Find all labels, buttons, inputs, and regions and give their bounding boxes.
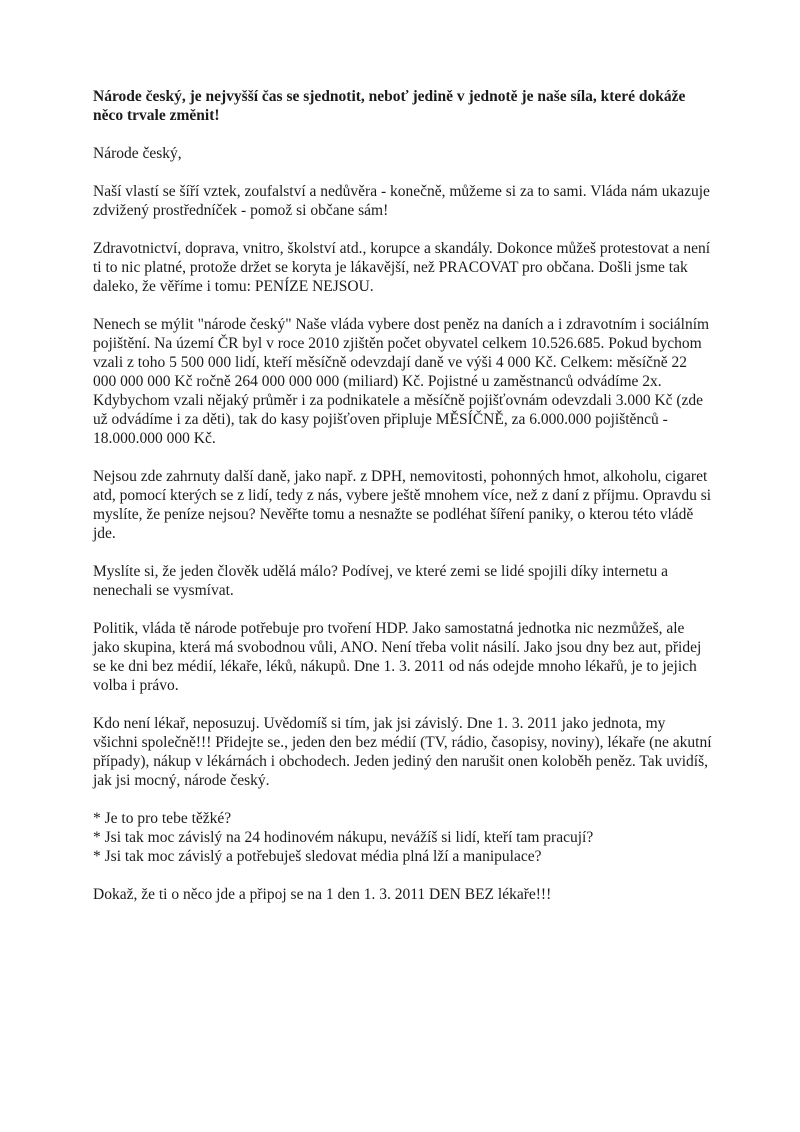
- paragraph: Myslíte si, že jeden člověk udělá málo? Podívej, ve které zemi se lidé spojili díky internetu a nenechali se vysmívat.: [93, 563, 669, 599]
- paragraph: Naší vlastí se šíří vztek, zoufalství a nedůvěra - konečně, můžeme si za to sami. Vláda nám ukazuje zdvižený prostředníček - pomož si občane sám!: [93, 183, 710, 219]
- paragraph: Nenech se mýlit "národe český" Naše vláda vybere dost peněz na daních a i zdravotním i sociálním pojištění. Na území ČR byl v roce 2010 zjištěn počet obyvatel celkem 10.526.685. Pokud bychom vzali z toho 5 500 000 lidí, kteří měsíčně odevzdají daně ve výši 4 000 Kč. Celkem: měsíčně 22 000 000 000 Kč ročně 264 000 000 000 (miliard) Kč. Pojistné u zaměstnanců odvádíme 2x. Kdybychom vzali nějaký průměr i za podnikatele a měsíčně pojišťovnám odevzdali 3.000 Kč (zde už odvádíme i za děti), tak do kasy pojišťoven připluje MĚSÍČNĚ, za 6.000.000 pojištěnců - 18.000.000 000 Kč.: [93, 316, 710, 447]
- paragraph: Kdo není lékař, neposuzuj. Uvědomíš si tím, jak jsi závislý. Dne 1. 3. 2011 jako jednota, my všichni společně!!! Přidejte se., jeden den bez médií (TV, rádio, časopisy, noviny), lékaře (ne akutní případy), nákup v lékárnách i obchodech. Jeden jediný den narušit onen koloběh peněz. Tak uvidíš, jak jsi mocný, národe český.: [93, 715, 712, 789]
- question-list: [93, 809, 713, 866]
- paragraph: Zdravotnictví, doprava, vnitro, školství atd., korupce a skandály. Dokonce můžeš protestovat a není ti to nic platné, protože držet se koryta je lákavější, než PRACOVAT pro občana. Došli jsme tak daleko, že věříme i tomu: PENÍZE NEJSOU.: [93, 240, 711, 295]
- paragraph: Nejsou zde zahrnuty další daně, jako např. z DPH, nemovitosti, pohonných hmot, alkoholu, cigaret atd, pomocí kterých se z lidí, tedy z nás, vybere ještě mnohem více, než z daní z příjmu. Opravdu si myslíte, že peníze nejsou? Nevěřte tomu a nesnažte se podléhat šíření paniky, o kterou této vládě jde.: [93, 468, 712, 542]
- document-heading: Národe český, je nejvyšší čas se sjednotit, neboť jedině v jednotě je naše síla, které dokáže něco trvale změnit!: [93, 88, 686, 124]
- paragraph: Politik, vláda tě národe potřebuje pro tvoření HDP. Jako samostatná jednotka nic nezmůžeš, ale jako skupina, která má svobodnou vůli, ANO. Není třeba volit násilí. Jako jsou dny bez aut, přidej se ke dni bez médií, lékaře, léků, nákupů. Dne 1. 3. 2011 od nás odejde mnoho lékařů, je to jejich volba i právo.: [93, 620, 702, 694]
- question-line: * Jsi tak moc závislý na 24 hodinovém nákupu, nevážíš si lidí, kteří tam pracují?: [93, 829, 594, 846]
- salutation-line: Národe český,: [93, 145, 182, 162]
- document-page: [93, 87, 713, 904]
- question-line: * Je to pro tebe těžké?: [93, 810, 232, 827]
- question-line: * Jsi tak moc závislý a potřebuješ sledovat média plná lží a manipulace?: [93, 848, 542, 865]
- closing-line: Dokaž, že ti o něco jde a připoj se na 1 den 1. 3. 2011 DEN BEZ lékaře!!!: [93, 886, 552, 903]
